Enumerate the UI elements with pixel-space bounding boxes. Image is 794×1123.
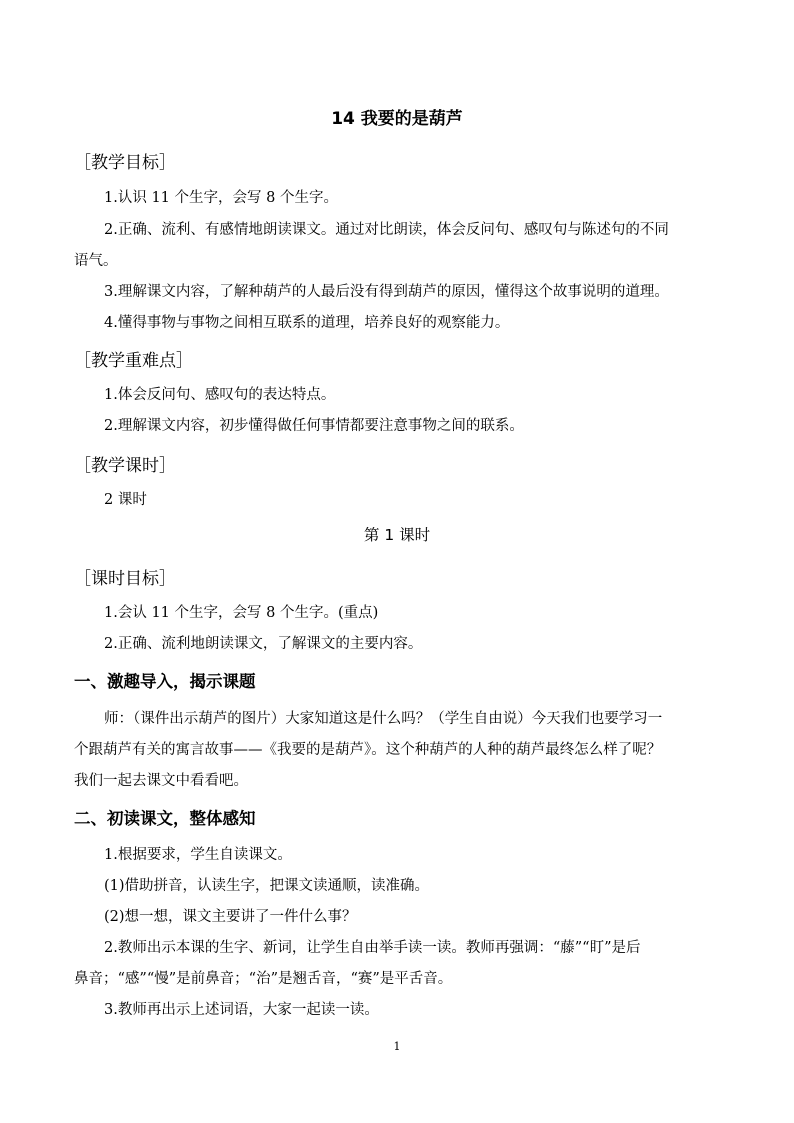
part-2-line-6: 3.教师再出示上述词语，大家一起读一读。 [104, 1002, 379, 1018]
goal-4: 4.懂得事物与事物之间相互联系的道理，培养良好的观察能力。 [104, 315, 510, 331]
hours-value: 2 课时 [104, 492, 147, 508]
part-2-line-4: 2.教师出示本课的生字、新词，让学生自由举手读一读。教师再强调：“藤”“盯”是后 [104, 940, 641, 956]
part-2-line-2: (1)借助拼音，认读生字，把课文读通顺，读准确。 [104, 878, 430, 894]
part-1-line-1: 师：（课件出示葫芦的图片）大家知道这是什么吗？（学生自由说）今天我们也要学习一 [104, 711, 663, 727]
part-1-heading: 一、激趣导入，揭示课题 [74, 672, 256, 691]
key-point-1: 1.体会反问句、感叹句的表达特点。 [104, 387, 336, 403]
part-2-line-3: (2)想一想，课文主要讲了一件什么事？ [104, 909, 357, 925]
goal-2: 2.正确、流利、有感情地朗读课文。通过对比朗读，体会反问句、感叹句与陈述句的不同 [104, 222, 669, 238]
part-1-line-3: 我们一起去课文中看看吧。 [74, 773, 248, 789]
lesson-goal-1: 1.会认 11 个生字，会写 8 个生字。(重点) [104, 605, 379, 621]
goal-3: 3.理解课文内容，了解种葫芦的人最后没有得到葫芦的原因，懂得这个故事说明的道理。 [104, 284, 669, 300]
part-1-line-2: 个跟葫芦有关的寓言故事——《我要的是葫芦》。这个种葫芦的人种的葫芦最终怎么样了呢？ [74, 742, 662, 758]
goals-heading: ［教学目标］ [74, 153, 176, 173]
page-number: 1 [393, 1040, 401, 1053]
lesson-goal-2: 2.正确、流利地朗读课文，了解课文的主要内容。 [104, 636, 423, 652]
key-points-heading: ［教学重难点］ [74, 351, 193, 371]
key-point-2: 2.理解课文内容，初步懂得做任何事情都要注意事物之间的联系。 [104, 418, 524, 434]
lesson-heading: 第 1 课时 [363, 526, 431, 544]
page-title: 14 我要的是葫芦 [331, 109, 463, 129]
hours-heading: ［教学课时］ [74, 456, 176, 476]
part-2-line-1: 1.根据要求，学生自读课文。 [104, 847, 292, 863]
part-2-heading: 二、初读课文，整体感知 [74, 809, 256, 828]
goal-2-cont: 语气。 [74, 253, 118, 269]
lesson-goals-heading: ［课时目标］ [74, 569, 176, 589]
goal-1: 1.认识 11 个生字，会写 8 个生字。 [104, 190, 338, 206]
part-2-line-5: 鼻音；“感”“慢”是前鼻音；“治”是翘舌音，“赛”是平舌音。 [74, 971, 453, 987]
